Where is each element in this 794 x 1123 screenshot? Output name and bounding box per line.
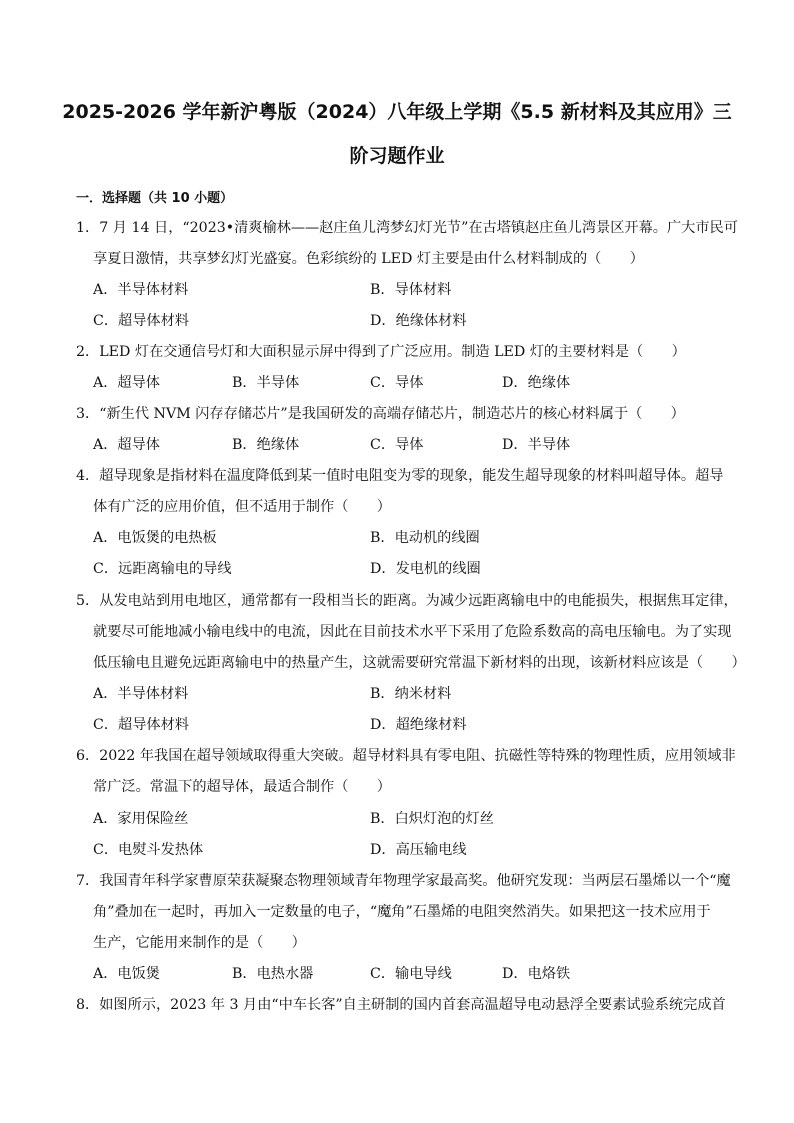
- question-1-option-c: C．超导体材料: [93, 313, 189, 329]
- question-7-line-1: 7．我国青年科学家曹原荣获凝聚态物理领域青年物理学家最高奖。他研究发现：当两层石墨烯以一个“魔: [76, 873, 731, 889]
- question-4-option-c: C．远距离输电的导线: [93, 561, 232, 577]
- question-7-option-b: B．电热水器: [232, 966, 314, 982]
- question-2-option-c: C．导体: [370, 375, 424, 391]
- question-5-option-c: C．超导体材料: [93, 717, 189, 733]
- question-5-option-a: A．半导体材料: [93, 686, 189, 702]
- question-7-option-d: D．电烙铁: [502, 966, 571, 982]
- question-6-option-a: A．家用保险丝: [93, 811, 189, 827]
- question-5-option-b: B．纳米材料: [370, 686, 452, 702]
- question-2-line-1: 2．LED 灯在交通信号灯和大面积显示屏中得到了广泛应用。制造 LED 灯的主要材料是（ ）: [76, 344, 686, 360]
- question-5-line-2: 就要尽可能地减小输电线中的电流，因此在目前技术水平下采用了危险系数高的高电压输电。为了实现: [93, 624, 732, 640]
- document-title-line-2: 阶习题作业: [349, 145, 445, 167]
- question-6-line-1: 6．2022 年我国在超导领域取得重大突破。超导材料具有零电阻、抗磁性等特殊的物理性质，应用领域非: [76, 748, 736, 764]
- question-6-option-b: B．白炽灯泡的灯丝: [370, 811, 494, 827]
- question-4-option-a: A．电饭煲的电热板: [93, 530, 217, 546]
- question-4-line-1: 4．超导现象是指材料在温度降低到某一值时电阻变为零的现象，能发生超导现象的材料叫超导体。超导: [76, 468, 724, 484]
- question-2-option-d: D．绝缘体: [502, 375, 571, 391]
- question-7-line-3: 生产，它能用来制作的是（ ）: [93, 935, 306, 951]
- question-1-option-a: A．半导体材料: [93, 282, 189, 298]
- question-3-option-d: D．半导体: [502, 437, 571, 453]
- question-5-line-1: 5．从发电站到用电地区，通常都有一段相当长的距离。为减少远距离输电中的电能损失，根据焦耳定律，: [76, 593, 738, 609]
- question-4-line-2: 体有广泛的应用价值，但不适用于制作（ ）: [93, 499, 391, 515]
- question-7-option-c: C．输电导线: [370, 966, 452, 982]
- question-2-option-b: B．半导体: [232, 375, 300, 391]
- question-7-option-a: A．电饭煲: [93, 966, 160, 982]
- question-1-option-d: D．绝缘体材料: [370, 313, 467, 329]
- question-3-line-1: 3．“新生代 NVM 闪存存储芯片”是我国研发的高端存储芯片，制造芯片的核心材料属于（ ）: [76, 406, 685, 422]
- question-1-line-1: 1．7 月 14 日，“2023•清爽榆林——赵庄鱼儿湾梦幻灯光节”在古塔镇赵庄鱼儿湾景区开幕。广大市民可: [76, 220, 738, 236]
- question-1-option-b: B．导体材料: [370, 282, 452, 298]
- document-title-line-1: 2025-2026 学年新沪粤版（2024）八年级上学期《5.5 新材料及其应用》三: [62, 101, 732, 123]
- question-4-option-b: B．电动机的线圈: [370, 530, 480, 546]
- question-6-option-c: C．电熨斗发热体: [93, 842, 204, 858]
- section-heading: 一．选择题（共 10 小题）: [76, 191, 234, 206]
- question-6-line-2: 常广泛。常温下的超导体，最适合制作（ ）: [93, 779, 391, 795]
- question-2-option-a: A．超导体: [93, 375, 160, 391]
- question-3-option-a: A．超导体: [93, 437, 160, 453]
- question-4-option-d: D．发电机的线圈: [370, 561, 481, 577]
- question-3-option-b: B．绝缘体: [232, 437, 300, 453]
- question-7-line-2: 角”叠加在一起时，再加入一定数量的电子，“魔角”石墨烯的电阻突然消失。如果把这一技术应用于: [93, 904, 711, 920]
- question-1-line-2: 享夏日激情，共享梦幻灯光盛宴。色彩缤纷的 LED 灯主要是由什么材料制成的（ ）: [93, 251, 644, 267]
- question-3-option-c: C．导体: [370, 437, 424, 453]
- question-6-option-d: D．高压输电线: [370, 842, 467, 858]
- question-8-line-1: 8．如图所示，2023 年 3 月由“中车长客”自主研制的国内首套高温超导电动悬浮全要素试验系统完成首: [76, 997, 726, 1013]
- question-5-line-3: 低压输电且避免远距离输电中的热量产生，这就需要研究常温下新材料的出现，该新材料应该是（ ）: [93, 655, 746, 671]
- question-5-option-d: D．超绝缘材料: [370, 717, 467, 733]
